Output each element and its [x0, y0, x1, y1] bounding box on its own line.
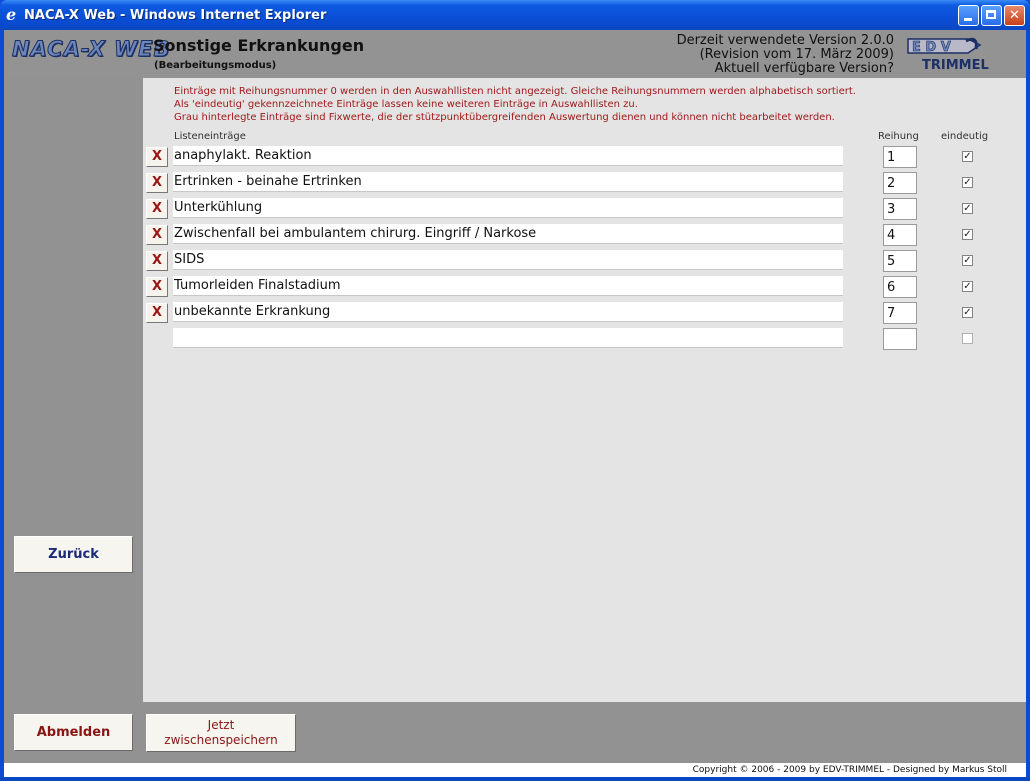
unique-checkbox[interactable]: ✓: [963, 281, 972, 292]
unique-checkbox[interactable]: ✓: [963, 151, 972, 162]
unique-checkbox[interactable]: ✓: [963, 177, 972, 188]
entry-rank-input[interactable]: [883, 224, 917, 246]
column-header-entries: Listeneinträge: [174, 131, 246, 142]
instructions-text: [174, 85, 856, 124]
instruction-line: Grau hinterlegte Einträge sind Fixwerte, die der stützpunktübergreifenden Auswertung dienen und können nicht bearbeitet werden.: [174, 112, 835, 123]
edv-trimmel-logo: [906, 35, 989, 73]
logout-button[interactable]: Abmelden: [14, 714, 133, 751]
new-rank-input[interactable]: [883, 328, 917, 350]
delete-entry-button[interactable]: X: [146, 199, 168, 219]
new-entry-input[interactable]: [173, 328, 843, 348]
footer: [4, 763, 1026, 777]
column-header-rank: Reihung: [878, 131, 919, 142]
entry-rank-input[interactable]: [883, 250, 917, 272]
window-title: NACA-X Web - Windows Internet Explorer: [24, 8, 327, 23]
edit-mode-label: (Bearbeitungsmodus): [154, 60, 277, 71]
entry-text-input[interactable]: [173, 250, 843, 270]
logo-trimmel-text: TRIMMEL: [922, 58, 989, 73]
list-entry-row: [143, 276, 1026, 300]
minimize-icon: [964, 18, 972, 21]
title-bar[interactable]: [0, 0, 1030, 30]
entry-text-input[interactable]: [173, 276, 843, 296]
save-button-label: Jetzt: [207, 718, 235, 732]
unique-checkbox[interactable]: ✓: [963, 255, 972, 266]
list-entry-row: [143, 250, 1026, 274]
copyright-text: Copyright © 2006 - 2009 by EDV-TRIMMEL - Designed by Markus Stoll: [692, 765, 1007, 775]
new-unique-checkbox[interactable]: [962, 333, 973, 344]
page-title: Sonstige Erkrankungen: [153, 36, 365, 55]
window-frame-bottom: [0, 777, 1030, 781]
column-header-unique: eindeutig: [941, 131, 989, 142]
list-entry-row: [143, 302, 1026, 326]
unique-checkbox[interactable]: ✓: [963, 229, 972, 240]
maximize-button[interactable]: [981, 5, 1002, 26]
save-button-label: zwischenspeichern: [164, 733, 278, 747]
unique-checkbox[interactable]: ✓: [963, 307, 972, 318]
new-entry-row: [143, 328, 1026, 352]
logo-edv-text: E D V: [912, 40, 951, 55]
entry-rank-input[interactable]: [883, 276, 917, 298]
delete-entry-button[interactable]: X: [146, 251, 168, 271]
delete-entry-button[interactable]: X: [146, 277, 168, 297]
page-header: [4, 30, 1026, 78]
entry-rank-input[interactable]: [883, 198, 917, 220]
instruction-line: Als 'eindeutig' gekennzeichnete Einträge lassen keine weiteren Einträge in Auswahllisten zu.: [174, 99, 638, 110]
delete-entry-button[interactable]: X: [146, 147, 168, 167]
maximize-icon: [986, 10, 996, 19]
list-entry-row: [143, 224, 1026, 248]
internet-explorer-icon: e: [6, 5, 17, 24]
delete-entry-button[interactable]: X: [146, 173, 168, 193]
instruction-line: Einträge mit Reihungsnummer 0 werden in den Auswahllisten nicht angezeigt. Gleiche Reihungsnummern werden alphabetisch sortiert.: [174, 86, 856, 97]
close-icon: ✕: [1009, 8, 1020, 23]
page-content: [4, 30, 1026, 777]
list-editor-panel: [143, 78, 1026, 702]
version-info: [677, 34, 894, 76]
current-version: Derzeit verwendete Version 2.0.0: [676, 33, 894, 48]
entry-rank-input[interactable]: [883, 146, 917, 168]
minimize-button[interactable]: [958, 5, 979, 26]
close-button[interactable]: [1004, 5, 1025, 26]
naca-x-web-logo: NACA-X WEB: [12, 37, 171, 61]
unique-checkbox[interactable]: ✓: [963, 203, 972, 214]
delete-entry-button[interactable]: X: [146, 303, 168, 323]
entry-text-input[interactable]: [173, 146, 843, 166]
entry-rank-input[interactable]: [883, 172, 917, 194]
list-entry-row: [143, 146, 1026, 170]
entry-text-input[interactable]: [173, 198, 843, 218]
delete-entry-button[interactable]: X: [146, 225, 168, 245]
entry-text-input[interactable]: [173, 224, 843, 244]
entry-rank-input[interactable]: [883, 302, 917, 324]
save-draft-button[interactable]: [146, 714, 296, 752]
revision-date: (Revision vom 17. März 2009): [699, 47, 894, 62]
entry-text-input[interactable]: [173, 302, 843, 322]
back-button[interactable]: Zurück: [14, 536, 133, 573]
list-entry-row: [143, 172, 1026, 196]
check-version-link[interactable]: Aktuell verfügbare Version?: [714, 61, 894, 76]
entry-text-input[interactable]: [173, 172, 843, 192]
list-entry-row: [143, 198, 1026, 222]
